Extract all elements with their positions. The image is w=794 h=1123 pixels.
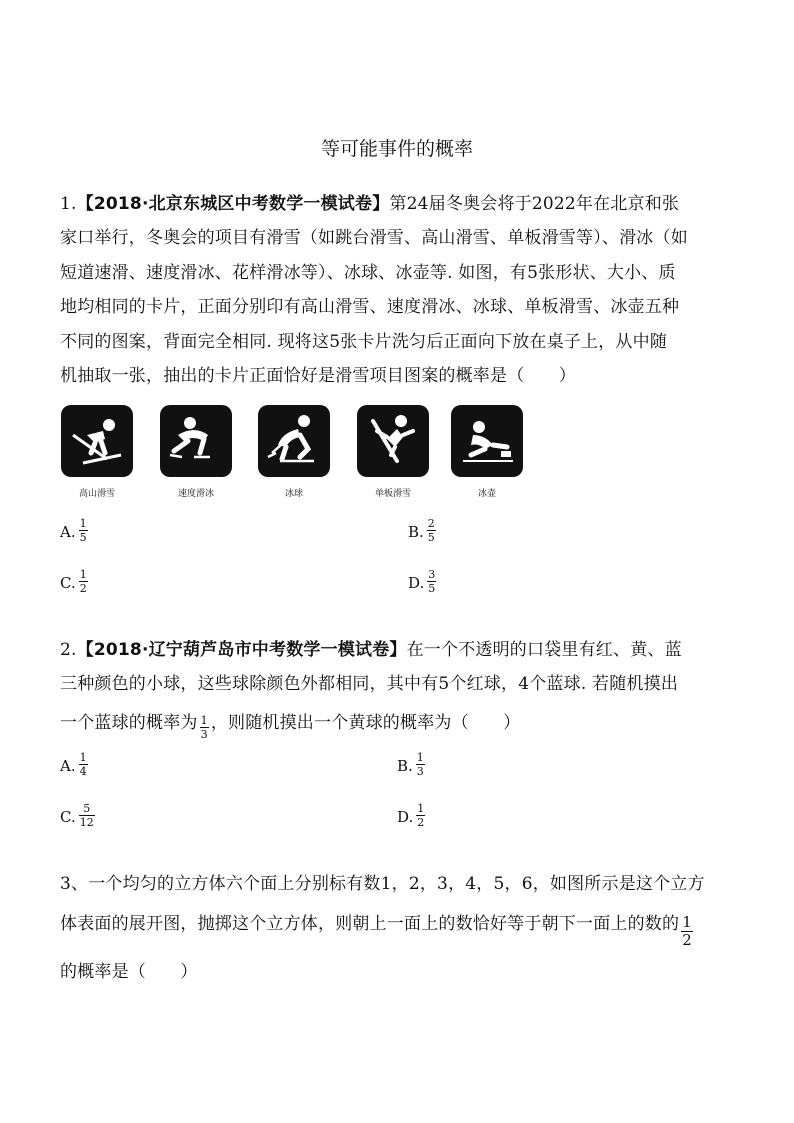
q2-number: 2. <box>60 640 77 660</box>
q1-line-3: 短道速滑、速度滑冰、花样滑冰等）、冰球、冰壶等. 如图，有5张形状、大小、质 <box>60 263 676 283</box>
q3-line-1: 3、一个均匀的立方体六个面上分别标有数1，2，3，4，5，6，如图所示是这个立方 <box>60 874 705 894</box>
curling-icon <box>451 405 523 477</box>
q3-line-2 <box>60 909 695 948</box>
card-caption: 高山滑雪 <box>78 489 115 499</box>
snowboard-icon <box>357 405 429 477</box>
option-label: D. <box>408 574 425 592</box>
card-caption: 速度滑冰 <box>177 489 214 499</box>
q1-option-b[interactable] <box>408 517 438 544</box>
option-label: B. <box>408 523 424 541</box>
q2-line-1 <box>60 635 682 660</box>
q1-source: 【2018·北京东城区中考数学一模试卷】 <box>76 194 390 214</box>
option-label: D. <box>397 808 414 826</box>
fraction: $\frac{1}{3}$ <box>200 714 208 741</box>
speed-skating-icon <box>160 405 232 477</box>
page-title: 等可能事件的概率 <box>320 138 473 160</box>
q1-line-1 <box>60 189 679 214</box>
fraction: $\frac{2}{5}$ <box>427 517 435 544</box>
option-label: A. <box>60 523 76 541</box>
card-caption: 冰球 <box>284 489 303 499</box>
option-label: C. <box>60 808 76 826</box>
q2-text-3b: ，则随机摸出一个黄球的概率为（ ） <box>210 713 521 733</box>
q2-option-a[interactable] <box>60 751 90 778</box>
q1-text-1: 第24届冬奥会将于2022年在北京和张 <box>389 194 680 214</box>
option-label: A. <box>60 757 76 775</box>
fraction: $\frac{1}{2}$ <box>79 568 87 595</box>
fraction: $\frac{1}{3}$ <box>416 751 424 778</box>
fraction: $\frac{1}{2}$ <box>417 802 425 829</box>
alpine-skiing-icon <box>61 405 133 477</box>
q2-text-3a: 一个蓝球的概率为 <box>60 713 198 733</box>
q1-line-2: 家口举行，冬奥会的项目有滑雪（如跳台滑雪、高山滑雪、单板滑雪等）、滑冰（如 <box>60 228 688 248</box>
fraction: $\frac{1}{2}$ <box>682 913 692 949</box>
q1-line-4: 地均相同的卡片，正面分别印有高山滑雪、速度滑冰、冰球、单板滑雪、冰壶五种 <box>60 297 680 317</box>
q2-source: 【2018·辽宁葫芦岛市中考数学一模试卷】 <box>76 640 407 660</box>
card-caption: 单板滑雪 <box>374 489 411 499</box>
fraction: $\frac{3}{5}$ <box>428 568 436 595</box>
q2-line-2: 三种颜色的小球，这些球除颜色外都相同，其中有5个红球，4个蓝球. 若随机摸出 <box>60 674 679 694</box>
fraction: $\frac{1}{4}$ <box>79 751 87 778</box>
fraction: $\frac{5}{12}$ <box>79 802 94 829</box>
q2-line-3 <box>60 708 520 740</box>
q2-option-c[interactable] <box>60 802 97 829</box>
q2-option-b[interactable] <box>397 751 427 778</box>
q3-line-3: 的概率是（ ） <box>60 962 198 982</box>
option-label: C. <box>60 574 76 592</box>
card-caption: 冰壶 <box>477 489 496 499</box>
q1-line-5: 不同的图案，背面完全相同. 现将这5张卡片洗匀后正面向下放在桌子上，从中随 <box>60 332 668 352</box>
q1-option-a[interactable] <box>60 517 90 544</box>
q1-line-6: 机抽取一张，抽出的卡片正面恰好是滑雪项目图案的概率是（ ） <box>60 366 576 386</box>
q1-number: 1. <box>60 194 77 214</box>
option-label: B. <box>397 757 413 775</box>
ice-hockey-icon <box>258 405 330 477</box>
q2-option-d[interactable] <box>397 802 427 829</box>
q2-text-1: 在一个不透明的口袋里有红、黄、蓝 <box>406 640 682 660</box>
q1-option-d[interactable] <box>408 568 438 595</box>
q3-text-2: 体表面的展开图，抛掷这个立方体，则朝上一面上的数恰好等于朝下一面上的数的 <box>60 914 680 934</box>
q1-option-c[interactable] <box>60 568 90 595</box>
fraction: $\frac{1}{5}$ <box>79 517 87 544</box>
